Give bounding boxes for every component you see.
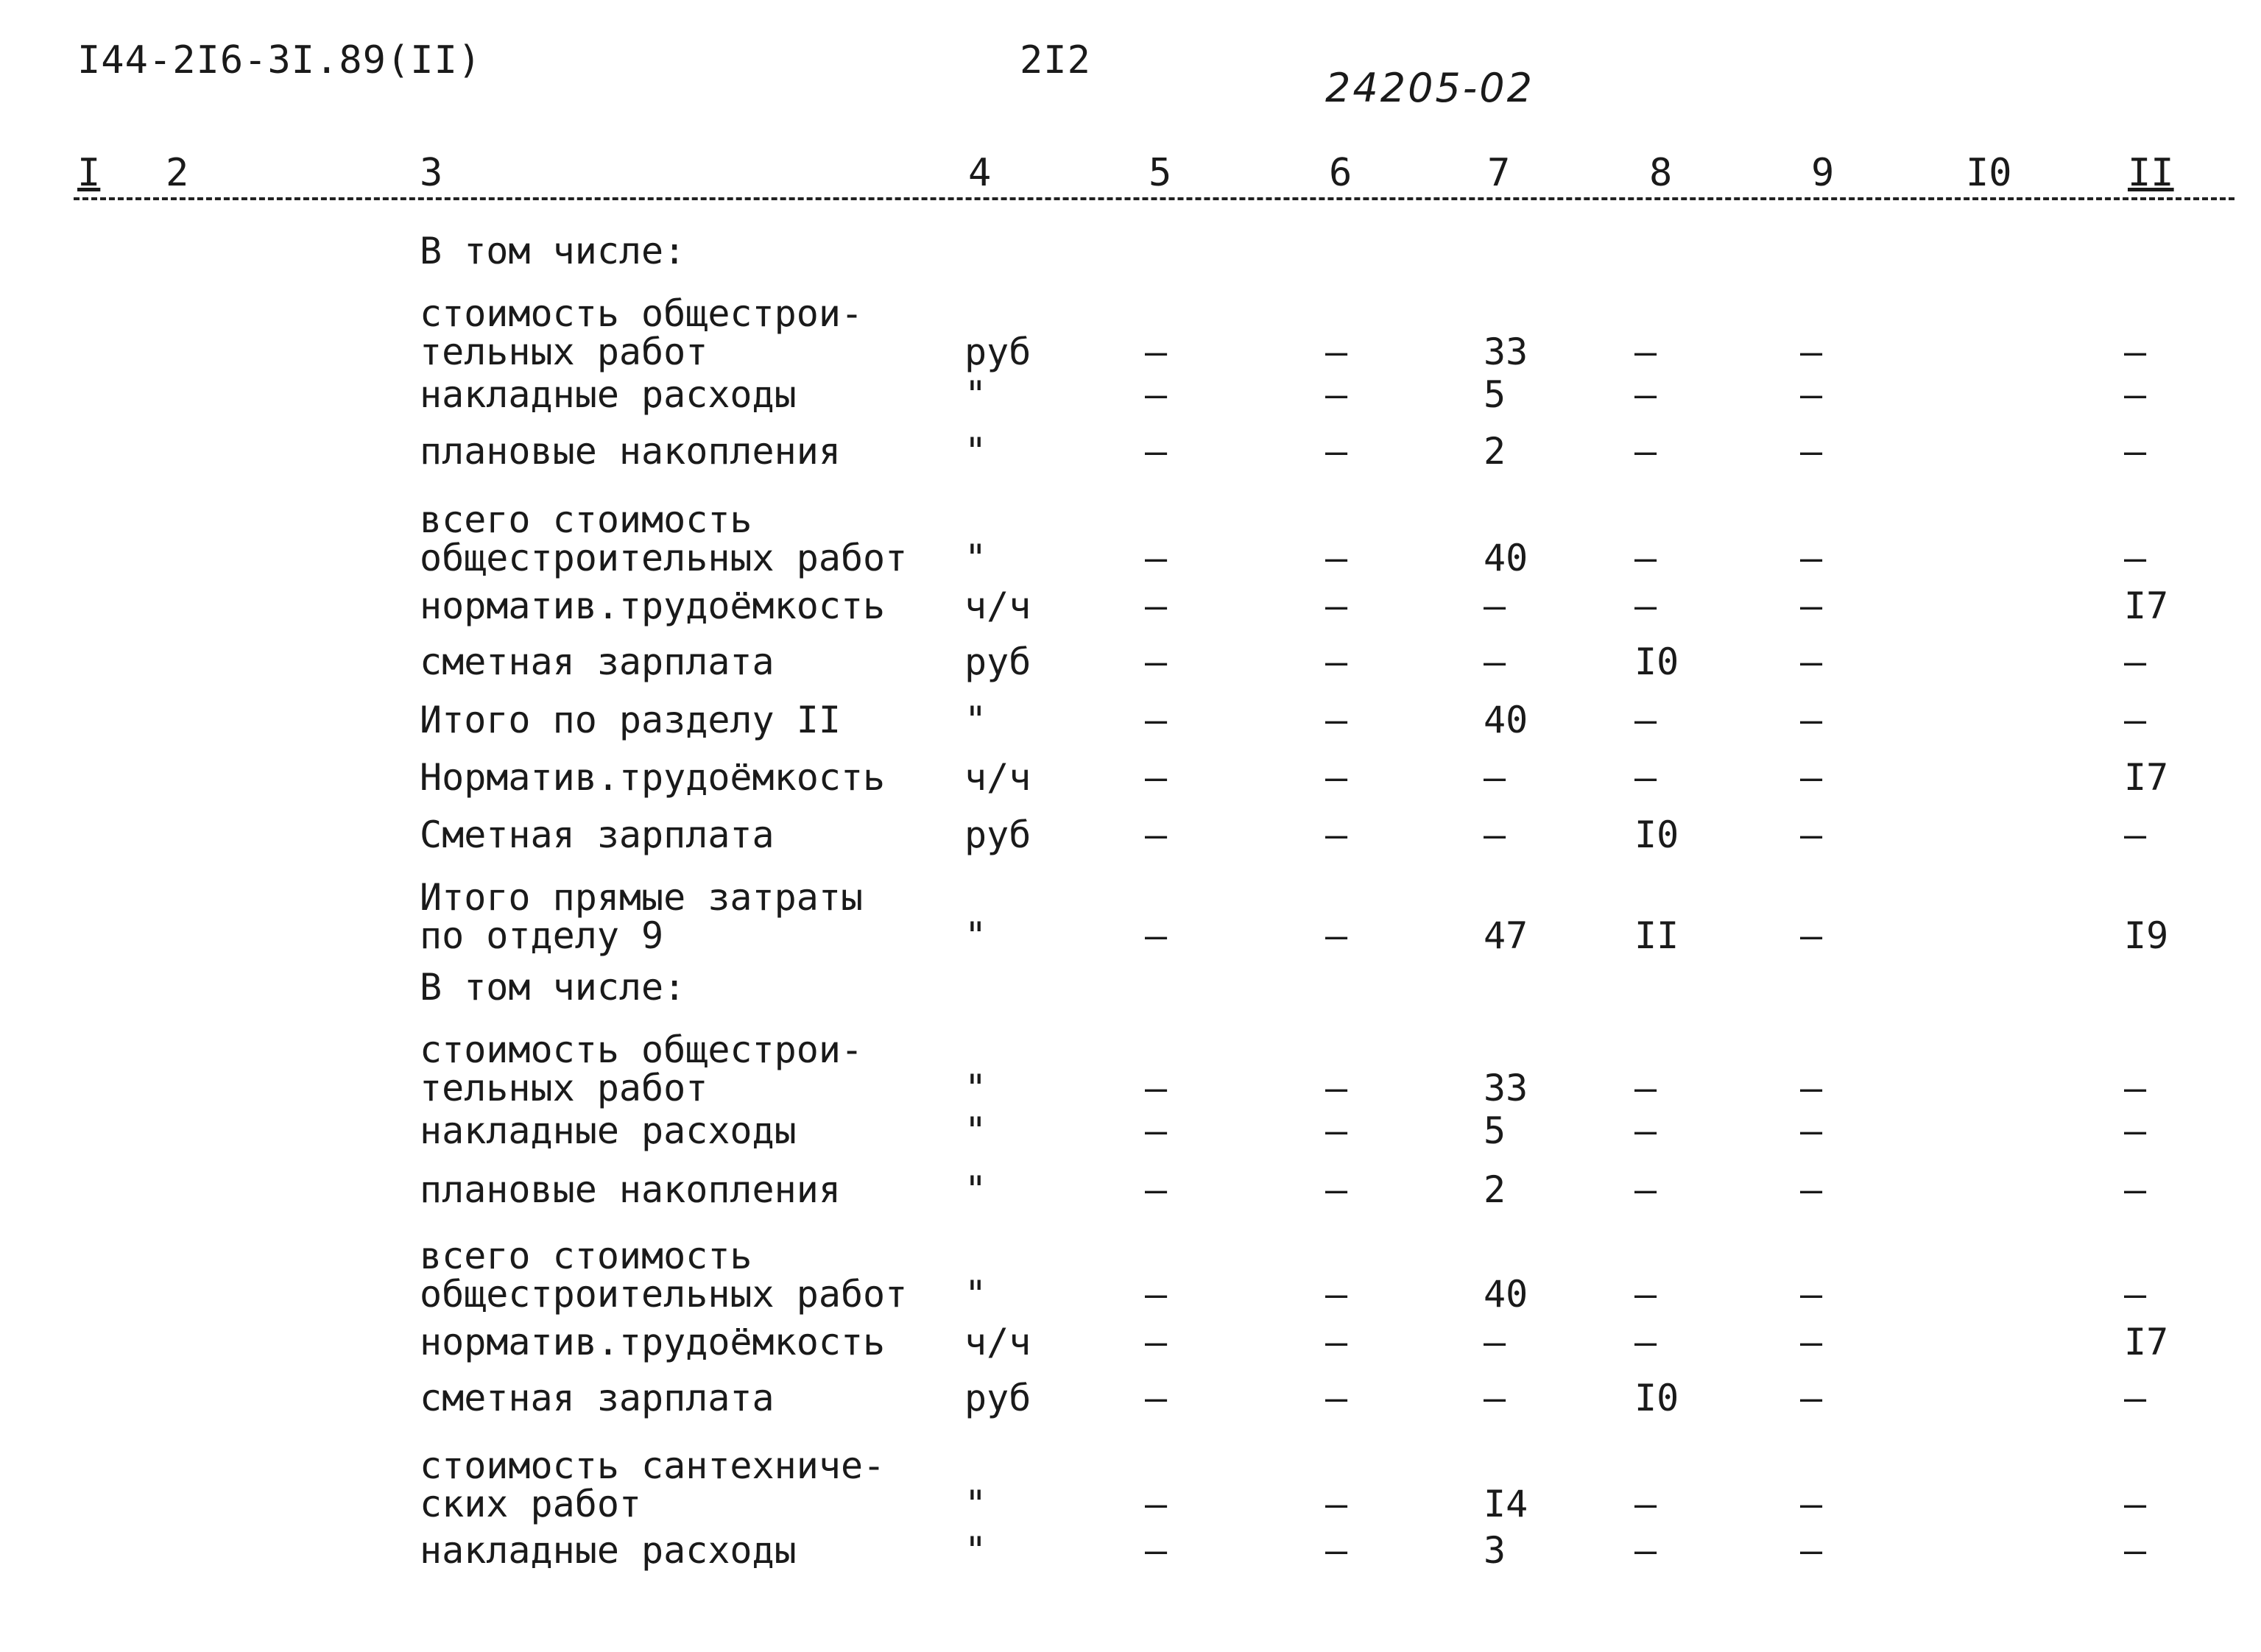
row-description: Сметная зарплата [420, 813, 775, 856]
cell-c6: – [1325, 756, 1348, 799]
cell-c6: – [1325, 1529, 1348, 1572]
cell-c5: – [1145, 813, 1168, 856]
column-number-2: 2 [166, 151, 189, 195]
row-description: норматив.трудоёмкость [420, 585, 886, 627]
column-number-11: II [2128, 151, 2174, 195]
cell-c5: – [1145, 585, 1168, 627]
row-description: сметная зарплата [420, 640, 775, 683]
cell-c9: – [1800, 1377, 1823, 1419]
cell-c5: – [1145, 430, 1168, 473]
cell-c8: – [1634, 1529, 1657, 1572]
row-description: стоимость общестрои- тельных работ [420, 292, 864, 373]
cell-c11: – [2124, 1168, 2147, 1211]
cell-c11: I7 [2124, 1321, 2169, 1363]
cell-c5: – [1145, 1273, 1168, 1316]
row-unit: ч/ч [964, 585, 1031, 627]
row-description: сметная зарплата [420, 1377, 775, 1419]
cell-c7: 3 [1484, 1529, 1506, 1572]
cell-c7: 40 [1484, 699, 1528, 741]
cell-c9: – [1800, 373, 1823, 416]
cell-c8: – [1634, 331, 1657, 373]
row-unit: руб [964, 1377, 1031, 1419]
cell-c7: I4 [1484, 1483, 1528, 1525]
document-code: I44-2I6-3I.89(II) [77, 38, 482, 82]
cell-c5: – [1145, 537, 1168, 579]
cell-c11: – [2124, 1067, 2147, 1109]
cell-c7: 40 [1484, 1273, 1528, 1316]
cell-c6: – [1325, 430, 1348, 473]
cell-c7: – [1484, 640, 1506, 683]
cell-c6: – [1325, 1321, 1348, 1363]
cell-c6: – [1325, 1067, 1348, 1109]
cell-c5: – [1145, 640, 1168, 683]
cell-c9: – [1800, 537, 1823, 579]
cell-c9: – [1800, 1067, 1823, 1109]
cell-c7: 47 [1484, 914, 1528, 957]
row-unit: " [964, 537, 987, 579]
row-description: накладные расходы [420, 373, 797, 416]
row-unit: " [964, 1529, 987, 1572]
cell-c11: – [2124, 1483, 2147, 1525]
cell-c9: – [1800, 1321, 1823, 1363]
cell-c11: – [2124, 430, 2147, 473]
cell-c8: – [1634, 373, 1657, 416]
cell-c6: – [1325, 813, 1348, 856]
cell-c9: – [1800, 585, 1823, 627]
cell-c7: 40 [1484, 537, 1528, 579]
cell-c6: – [1325, 914, 1348, 957]
column-number-3: 3 [420, 151, 443, 195]
cell-c6: – [1325, 640, 1348, 683]
cell-c7: 2 [1484, 1168, 1506, 1211]
column-number-9: 9 [1811, 151, 1835, 195]
row-unit: руб [964, 331, 1031, 373]
column-number-8: 8 [1649, 151, 1673, 195]
cell-c11: – [2124, 813, 2147, 856]
cell-c11: – [2124, 699, 2147, 741]
cell-c5: – [1145, 1168, 1168, 1211]
cell-c9: – [1800, 1483, 1823, 1525]
cell-c6: – [1325, 1483, 1348, 1525]
column-number-10: I0 [1966, 151, 2012, 195]
cell-c8: – [1634, 1067, 1657, 1109]
row-description: Норматив.трудоёмкость [420, 756, 886, 799]
cell-c6: – [1325, 699, 1348, 741]
row-description: норматив.трудоёмкость [420, 1321, 886, 1363]
column-number-1: I [77, 151, 101, 195]
row-description: плановые накопления [420, 1168, 841, 1211]
cell-c7: – [1484, 756, 1506, 799]
cell-c8: I0 [1634, 640, 1679, 683]
cell-c9: – [1800, 640, 1823, 683]
row-description: накладные расходы [420, 1109, 797, 1152]
row-unit: " [964, 1483, 987, 1525]
column-number-4: 4 [968, 151, 992, 195]
cell-c5: – [1145, 914, 1168, 957]
cell-c11: – [2124, 1109, 2147, 1152]
column-number-5: 5 [1149, 151, 1172, 195]
row-description: всего стоимость общестроительных работ [420, 1235, 908, 1316]
row-description: В том числе: [420, 966, 686, 1009]
cell-c6: – [1325, 537, 1348, 579]
cell-c9: – [1800, 1168, 1823, 1211]
cell-c11: – [2124, 1273, 2147, 1316]
cell-c7: 2 [1484, 430, 1506, 473]
row-unit: " [964, 1273, 987, 1316]
row-unit: ч/ч [964, 1321, 1031, 1363]
cell-c11: – [2124, 1529, 2147, 1572]
row-description: В том числе: [420, 230, 686, 272]
cell-c8: – [1634, 1483, 1657, 1525]
cell-c7: 33 [1484, 331, 1528, 373]
cell-c7: – [1484, 1377, 1506, 1419]
cell-c5: – [1145, 1109, 1168, 1152]
cell-c11: – [2124, 1377, 2147, 1419]
row-unit: ч/ч [964, 756, 1031, 799]
cell-c5: – [1145, 1067, 1168, 1109]
cell-c9: – [1800, 914, 1823, 957]
row-unit: " [964, 699, 987, 741]
cell-c5: – [1145, 699, 1168, 741]
cell-c11: – [2124, 640, 2147, 683]
row-unit: " [964, 430, 987, 473]
cell-c9: – [1800, 1273, 1823, 1316]
cell-c8: – [1634, 430, 1657, 473]
cell-c5: – [1145, 331, 1168, 373]
cell-c11: – [2124, 373, 2147, 416]
row-unit: руб [964, 640, 1031, 683]
cell-c9: – [1800, 331, 1823, 373]
row-description: Итого прямые затраты по отделу 9 [420, 876, 864, 957]
cell-c6: – [1325, 373, 1348, 416]
cell-c8: – [1634, 756, 1657, 799]
row-description: накладные расходы [420, 1529, 797, 1572]
cell-c7: 5 [1484, 373, 1506, 416]
cell-c8: – [1634, 585, 1657, 627]
cell-c9: – [1800, 699, 1823, 741]
cell-c11: I9 [2124, 914, 2169, 957]
row-unit: " [964, 914, 987, 957]
cell-c7: – [1484, 813, 1506, 856]
cell-c7: – [1484, 1321, 1506, 1363]
cell-c5: – [1145, 1321, 1168, 1363]
cell-c8: II [1634, 914, 1679, 957]
cell-c8: – [1634, 699, 1657, 741]
page-number: 2I2 [1020, 38, 1091, 82]
cell-c6: – [1325, 1377, 1348, 1419]
cell-c9: – [1800, 430, 1823, 473]
cell-c6: – [1325, 1168, 1348, 1211]
cell-c5: – [1145, 1529, 1168, 1572]
cell-c6: – [1325, 585, 1348, 627]
row-unit: " [964, 1109, 987, 1152]
cell-c7: 5 [1484, 1109, 1506, 1152]
row-unit: " [964, 1168, 987, 1211]
row-description: стоимость общестрои- тельных работ [420, 1028, 864, 1109]
cell-c9: – [1800, 813, 1823, 856]
column-number-6: 6 [1329, 151, 1352, 195]
cell-c8: – [1634, 537, 1657, 579]
row-unit: " [964, 373, 987, 416]
cell-c11: – [2124, 331, 2147, 373]
row-description: всего стоимость общестроительных работ [420, 498, 908, 579]
cell-c9: – [1800, 1529, 1823, 1572]
cell-c9: – [1800, 1109, 1823, 1152]
cell-c8: – [1634, 1321, 1657, 1363]
cell-c11: – [2124, 537, 2147, 579]
cell-c7: – [1484, 585, 1506, 627]
cell-c5: – [1145, 373, 1168, 416]
cell-c8: I0 [1634, 813, 1679, 856]
row-unit: руб [964, 813, 1031, 856]
column-number-7: 7 [1487, 151, 1511, 195]
cell-c5: – [1145, 1377, 1168, 1419]
cell-c9: – [1800, 756, 1823, 799]
cell-c5: – [1145, 756, 1168, 799]
cell-c8: – [1634, 1109, 1657, 1152]
cell-c11: I7 [2124, 756, 2169, 799]
row-description: стоимость сантехниче- ских работ [420, 1444, 886, 1525]
cell-c7: 33 [1484, 1067, 1528, 1109]
cell-c11: I7 [2124, 585, 2169, 627]
cell-c8: – [1634, 1168, 1657, 1211]
cell-c8: – [1634, 1273, 1657, 1316]
cell-c6: – [1325, 331, 1348, 373]
row-description: Итого по разделу II [420, 699, 841, 741]
cell-c6: – [1325, 1273, 1348, 1316]
album-number: 24205-02 [1325, 65, 1534, 111]
cell-c8: I0 [1634, 1377, 1679, 1419]
row-unit: " [964, 1067, 987, 1109]
cell-c5: – [1145, 1483, 1168, 1525]
cell-c6: – [1325, 1109, 1348, 1152]
row-description: плановые накопления [420, 430, 841, 473]
